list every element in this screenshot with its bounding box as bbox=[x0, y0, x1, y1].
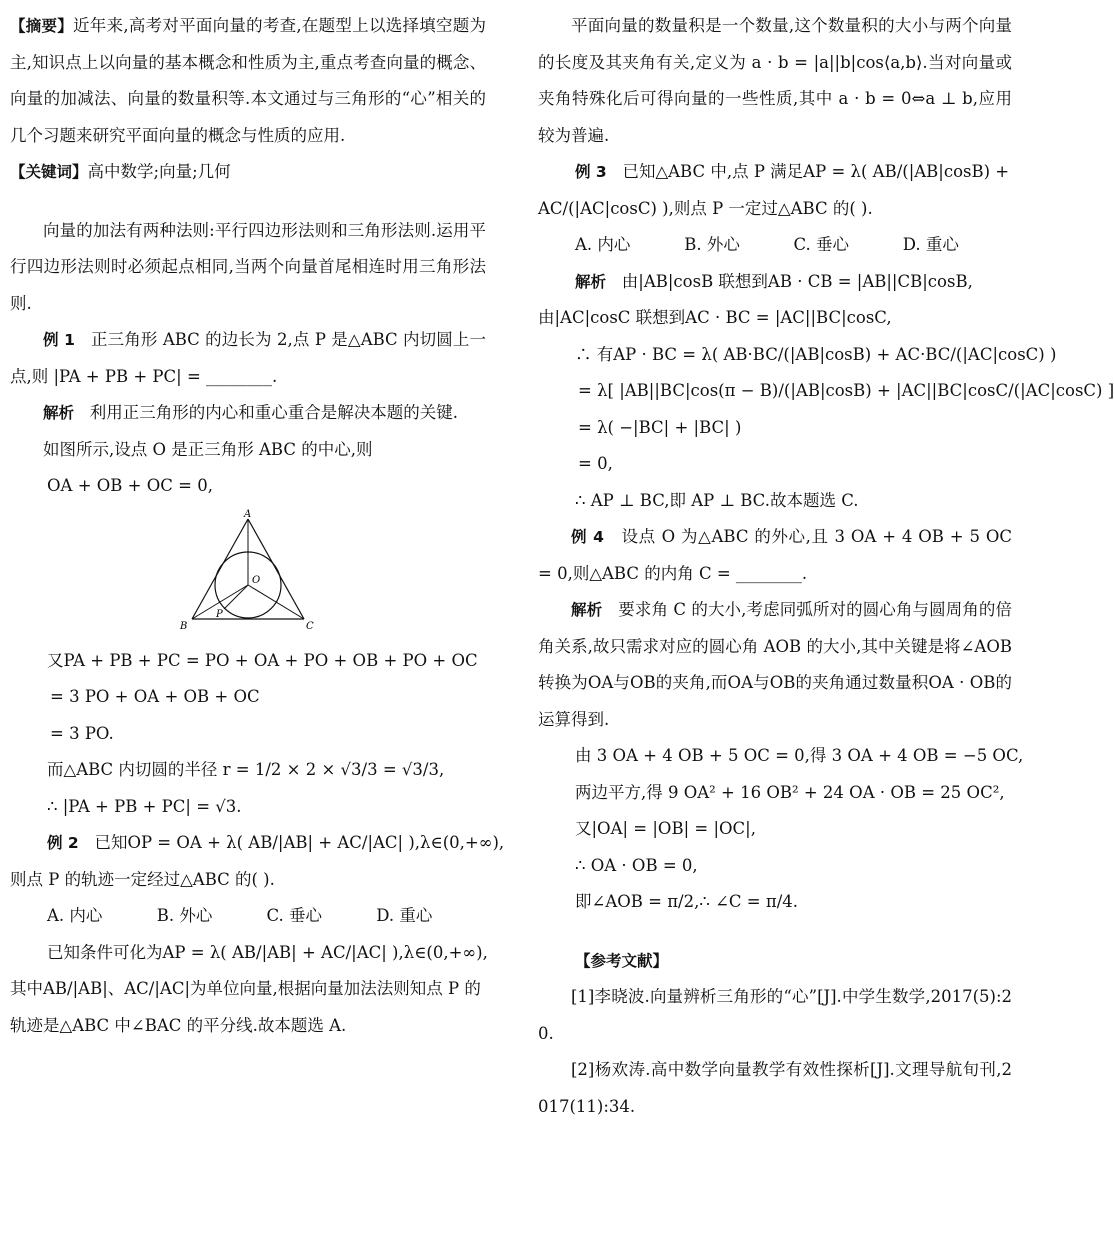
abstract-text: 近年来,高考对平面向量的考查,在题型上以选择填空题为主,知识点上以向量的基本概念和性质为主,重点考查向量的概念、向量的加减法、向量的数量积等.本文通过与三角形的“心”相关的几个习题来研究平面向量的概念与性质的应用. bbox=[10, 16, 486, 145]
paragraph-conclusion: 轨迹是△ABC 中∠BAC 的平分线.故本题选 A. bbox=[10, 1015, 347, 1035]
solution-step-1: 由 3 OA + 4 OB + 5 OC = 0,得 3 OA + 4 OB = −5 OC, bbox=[575, 746, 1024, 765]
example-2 bbox=[10, 825, 505, 862]
choice-c: C. 垂心 bbox=[266, 906, 323, 925]
example-3-question: AC/(|AC|cosC) ),则点 P 一定过△ABC 的( ). bbox=[538, 198, 873, 218]
left-column bbox=[10, 8, 505, 1044]
analysis-4-text: 要求角 C 的大小,考虑同弧所对的圆心角与圆周角的倍角关系,故只需求对应的圆心角 AOB 的大小,其中关键是将∠AOB 转换为OA与OB的夹角,而OA与OB的夹角通过数量积OA · OB的运算得到. bbox=[538, 600, 1012, 729]
paragraph-addition-rules: 向量的加法有两种法则:平行四边形法则和三角形法则.运用平行四边形法则时必须起点相同,当两个向量首尾相连时用三角形法则. bbox=[10, 220, 486, 313]
triangle-side-ab bbox=[192, 519, 248, 619]
example-3-choices bbox=[538, 227, 1012, 264]
choice-d: D. 重心 bbox=[902, 235, 959, 254]
analysis-3-continued: 由|AC|cosC 联想到AC · BC = |AC||BC|cosC, bbox=[538, 308, 892, 327]
example-4-label: 例 4 bbox=[571, 528, 604, 546]
equation-step-1: = 3 PO + OA + OB + OC bbox=[50, 687, 260, 706]
equation-step-2: = 3 PO. bbox=[50, 723, 114, 743]
analysis-3 bbox=[538, 264, 1012, 301]
example-1-text: 正三角形 ABC 的边长为 2,点 P 是△ABC 内切圆上一点,则 |PA + PB + PC| = ________. bbox=[10, 330, 486, 386]
equation-3-5: ∴ AP ⊥ BC,即 AP ⊥ BC.故本题选 C. bbox=[575, 490, 859, 510]
keywords-text: 高中数学;向量;几何 bbox=[87, 162, 231, 181]
keywords bbox=[10, 154, 486, 191]
example-2-text: 已知OP = OA + λ( AB/|AB| + AC/|AC| ),λ∈(0,+∞), bbox=[94, 833, 505, 852]
choice-a: A. 内心 bbox=[575, 235, 631, 254]
equation-3-3: = λ( −|BC| + |BC| ) bbox=[578, 417, 742, 437]
reference-1: [1]李晓波.向量辨析三角形的“心”[J].中学生数学,2017(5):20. bbox=[538, 987, 1012, 1043]
triangle-figure bbox=[10, 508, 486, 641]
example-3-label: 例 3 bbox=[575, 163, 607, 181]
equation-result: ∴ |PA + PB + PC| = √3. bbox=[47, 796, 242, 816]
equation-3-1: ∴ 有AP · BC = λ( AB·BC/(|AB|cosB) + AC·BC/(|AC|cosC) ) bbox=[575, 344, 1057, 364]
example-2-choices bbox=[10, 898, 486, 935]
reference-2: [2]杨欢涛.高中数学向量教学有效性探析[J].文理导航旬刊,2017(11):34. bbox=[538, 1060, 1012, 1116]
label-c: C bbox=[306, 620, 314, 632]
references-label: 【参考文献】 bbox=[575, 951, 669, 970]
choice-b: B. 外心 bbox=[684, 235, 740, 254]
example-2-label: 例 2 bbox=[47, 834, 79, 852]
choice-a: A. 内心 bbox=[47, 906, 103, 925]
keywords-label: 【关键词】 bbox=[10, 163, 88, 181]
abstract bbox=[10, 8, 486, 154]
solution-step-3: 又|OA| = |OB| = |OC|, bbox=[575, 819, 756, 838]
label-o: O bbox=[252, 574, 261, 586]
segment-co bbox=[248, 585, 304, 619]
equation-expand: 又PA + PB + PC = PO + OA + PO + OB + PO + OC bbox=[47, 650, 478, 670]
triangle-incircle-diagram bbox=[178, 508, 318, 635]
example-2-question: 则点 P 的轨迹一定经过△ABC 的( ). bbox=[10, 869, 275, 889]
analysis-1 bbox=[10, 395, 486, 432]
equation-3-2: = λ[ |AB||BC|cos(π − B)/(|AB|cosB) + |AC||BC|cosC/(|AC|cosC) ] bbox=[578, 381, 1114, 400]
choice-b: B. 外心 bbox=[156, 906, 213, 925]
analysis-4-label: 解析 bbox=[571, 601, 603, 619]
right-column bbox=[538, 8, 1114, 1125]
choice-d: D. 重心 bbox=[376, 906, 433, 925]
example-1-label: 例 1 bbox=[43, 331, 75, 349]
paragraph-center: 如图所示,设点 O 是正三角形 ABC 的中心,则 bbox=[43, 439, 373, 459]
spacer bbox=[538, 921, 1012, 943]
label-b: B bbox=[180, 620, 188, 632]
equation-3-4: = 0, bbox=[578, 454, 613, 473]
analysis-3-text: 由|AB|cosB 联想到AB · CB = |AB||CB|cosB, bbox=[621, 271, 973, 291]
paragraph-unit-vectors: 其中AB/|AB|、AC/|AC|为单位向量,根据向量加法法则知点 P 的 bbox=[10, 979, 481, 998]
example-4 bbox=[538, 519, 1012, 592]
equation-sum-zero: OA + OB + OC = 0, bbox=[47, 476, 213, 495]
triangle-side-ca bbox=[248, 519, 304, 619]
analysis-1-label: 解析 bbox=[43, 404, 75, 422]
references-heading bbox=[538, 943, 1012, 980]
paragraph-condition: 已知条件可化为AP = λ( AB/|AB| + AC/|AC| ),λ∈(0,+∞), bbox=[47, 942, 488, 962]
label-a: A bbox=[244, 508, 252, 520]
equation-radius: 而△ABC 内切圆的半径 r = 1/2 × 2 × √3/3 = √3/3, bbox=[47, 760, 445, 779]
abstract-label: 【摘要】 bbox=[10, 17, 74, 35]
example-1 bbox=[10, 322, 486, 395]
example-3-text: 已知△ABC 中,点 P 满足AP = λ( AB/(|AB|cosB) + bbox=[622, 162, 1010, 181]
analysis-1-text: 利用正三角形的内心和重心重合是解决本题的关键. bbox=[89, 403, 459, 422]
analysis-3-label: 解析 bbox=[575, 272, 607, 291]
example-4-text: 设点 O 为△ABC 的外心,且 3 OA + 4 OB + 5 OC = 0,则△ABC 的内角 C = ________. bbox=[538, 527, 1012, 583]
solution-step-5: 即∠AOB = π/2,∴ ∠C = π/4. bbox=[575, 892, 799, 911]
solution-step-4: ∴ OA · OB = 0, bbox=[575, 855, 698, 875]
spacer bbox=[10, 191, 486, 213]
label-p: P bbox=[216, 608, 223, 620]
example-3 bbox=[538, 154, 1012, 191]
analysis-4 bbox=[538, 592, 1012, 738]
solution-step-2: 两边平方,得 9 OA² + 16 OB² + 24 OA · OB = 25 OC², bbox=[575, 782, 1005, 802]
choice-c: C. 垂心 bbox=[793, 235, 850, 254]
paragraph-dot-product: 平面向量的数量积是一个数量,这个数量积的大小与两个向量的长度及其夹角有关,定义为 a · b = |a||b|cos⟨a,b⟩.当对向量或夹角特殊化后可得向量的一些性质,其中 a · b = 0⇔a ⊥ b,应用较为普遍. bbox=[538, 16, 1012, 145]
